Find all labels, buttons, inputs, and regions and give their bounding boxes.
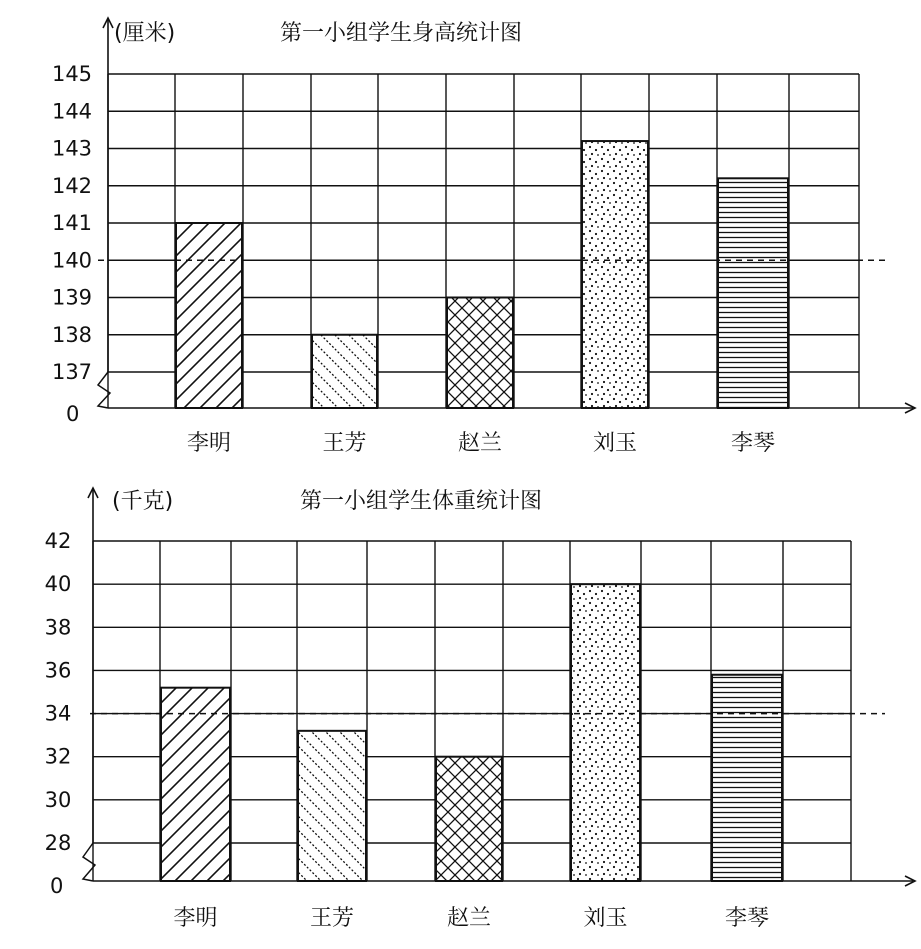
- y-tick-label: 34: [44, 701, 72, 726]
- y-tick-label: 32: [44, 744, 72, 769]
- category-label: 李明: [186, 431, 232, 456]
- height-chart-unit: (厘米): [114, 21, 176, 46]
- bar-2: [312, 335, 377, 408]
- height-chart-category-labels: [187, 431, 775, 456]
- y-tick-label: 145: [51, 62, 93, 86]
- y-tick-label: 141: [51, 211, 93, 235]
- bar-3: [447, 298, 513, 409]
- weight-chart-bars: [161, 584, 782, 881]
- weight-chart: [45, 488, 915, 931]
- category-label: 刘玉: [583, 906, 628, 931]
- y-tick-label: 28: [44, 831, 72, 855]
- weight-chart-category-labels: [173, 906, 769, 931]
- category-label: 赵兰: [457, 431, 503, 456]
- bar-4: [582, 141, 648, 408]
- y-tick-label: 40: [44, 572, 72, 597]
- y-tick-label: 30: [44, 787, 72, 812]
- height-chart: [52, 18, 915, 456]
- weight-chart-tick-labels: [45, 529, 72, 855]
- category-label: 李明: [173, 906, 218, 931]
- bar-2: [298, 731, 366, 881]
- y-tick-label: 144: [51, 99, 93, 124]
- bar-5: [712, 675, 782, 881]
- y-tick-label: 38: [44, 615, 72, 640]
- y-tick-label: 36: [44, 658, 72, 683]
- y-tick-label: 140: [51, 248, 93, 273]
- category-label: 李琴: [724, 906, 770, 931]
- y-tick-label: 139: [51, 285, 93, 310]
- category-label: 刘玉: [592, 431, 638, 456]
- category-label: 王芳: [322, 431, 367, 456]
- weight-chart-zero-label: 0: [50, 874, 64, 898]
- height-chart-title: 第一小组学生身高统计图: [280, 21, 523, 46]
- y-tick-label: 42: [44, 529, 72, 553]
- category-label: 李琴: [730, 431, 776, 456]
- height-chart-bars: [176, 141, 788, 408]
- weight-chart-unit: (千克): [112, 489, 174, 514]
- height-chart-tick-labels: [52, 62, 92, 384]
- y-tick-label: 137: [51, 360, 93, 384]
- y-tick-label: 143: [51, 136, 93, 161]
- bar-3: [436, 757, 502, 881]
- y-tick-label: 138: [51, 322, 93, 347]
- bar-5: [718, 178, 788, 408]
- category-label: 王芳: [309, 906, 355, 931]
- height-chart-zero-label: 0: [66, 402, 80, 426]
- bar-1: [161, 688, 230, 881]
- bar-1: [176, 223, 242, 408]
- y-tick-label: 142: [51, 173, 93, 198]
- bar-4: [571, 584, 640, 881]
- weight-chart-title: 第一小组学生体重统计图: [300, 489, 543, 514]
- category-label: 赵兰: [446, 906, 492, 931]
